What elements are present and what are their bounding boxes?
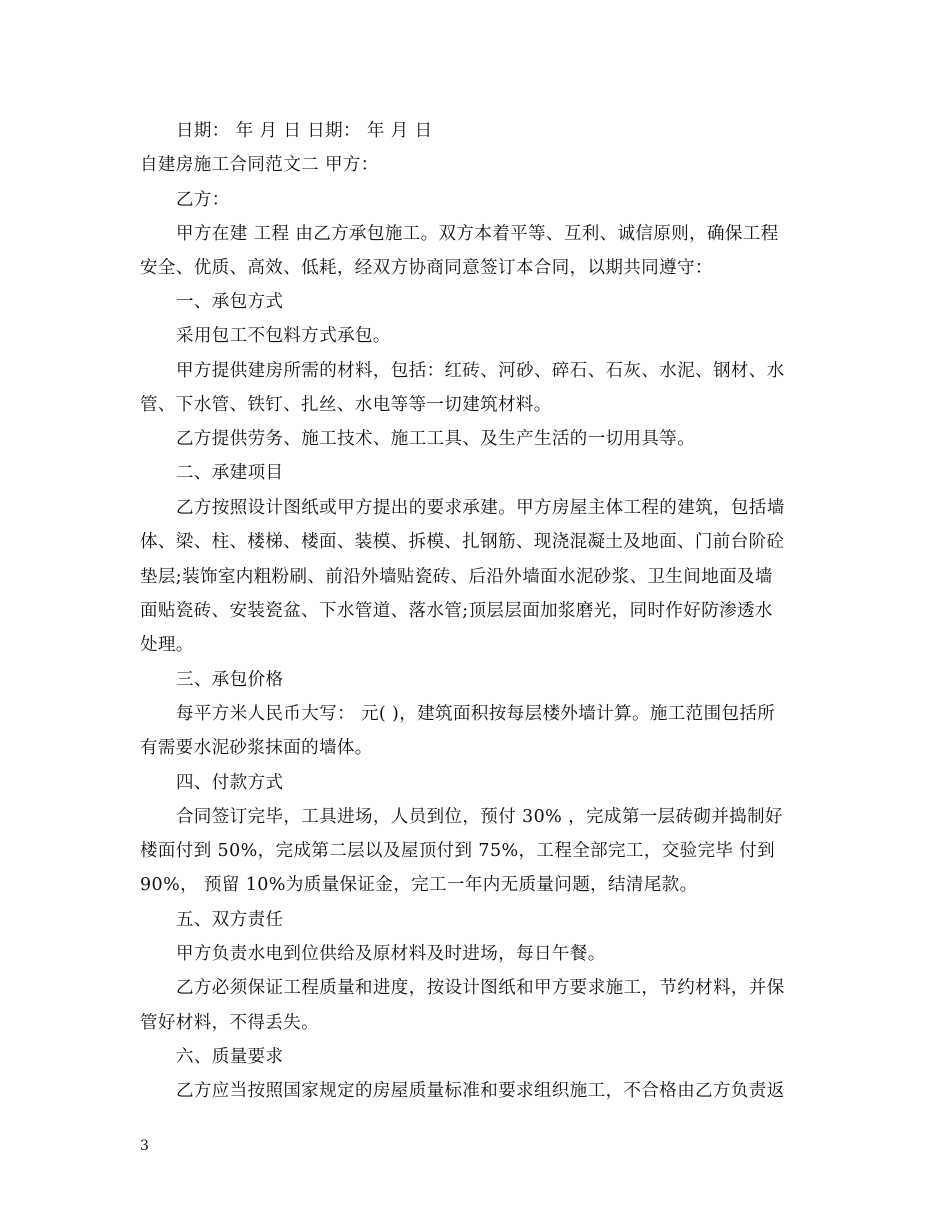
paragraph-line: 管、下水管、铁钉、扎丝、水电等等一切建筑材料。 <box>140 395 552 415</box>
paragraph-line: 体、梁、柱、楼梯、楼面、装模、拆模、扎钢筋、现浇混凝土及地面、门前台阶砼 <box>140 532 785 552</box>
paragraph-line: 乙方必须保证工程质量和进度，按设计图纸和甲方要求施工，节约材料，并保 <box>176 978 785 998</box>
page-number: 3 <box>140 1138 149 1154</box>
paragraph-line: 合同签订完毕，工具进场，人员到位，预付 30% ，完成第一层砖砌并捣制好 <box>176 807 783 827</box>
contract-title-line: 自建房施工合同范文二 甲方： <box>140 155 379 175</box>
paragraph-line: 有需要水泥砂浆抹面的墙体。 <box>140 738 373 758</box>
paragraph-line: 楼面付到 50%，完成第二层以及屋顶付到 75%，工程全部完工，交验完毕 付到 <box>140 841 776 861</box>
paragraph-line: 乙方提供劳务、施工技术、施工工具、及生产生活的一切用具等。 <box>176 429 696 449</box>
section-heading: 二、承建项目 <box>176 463 284 483</box>
party-b-line: 乙方： <box>176 190 230 210</box>
paragraph-line: 甲方负责水电到位供给及原材料及时进场，每日午餐。 <box>176 944 606 964</box>
paragraph-line: 管好材料，不得丢失。 <box>140 1013 319 1033</box>
section-heading: 三、承包价格 <box>176 670 284 690</box>
paragraph-line: 采用包工不包料方式承包。 <box>176 326 391 346</box>
section-heading: 五、双方责任 <box>176 910 284 930</box>
paragraph-line: 面贴瓷砖、安装瓷盆、下水管道、落水管;顶层层面加浆磨光，同时作好防渗透水 <box>140 601 773 621</box>
section-heading: 四、付款方式 <box>176 773 284 793</box>
date-line: 日期： 年 月 日 日期： 年 月 日 <box>176 121 433 141</box>
paragraph-line: 垫层;装饰室内粗粉刷、前沿外墙贴瓷砖、后沿外墙面水泥砂浆、卫生间地面及墙 <box>140 567 773 587</box>
paragraph-line: 处理。 <box>140 635 194 655</box>
paragraph-line: 90%， 预留 10%为质量保证金，完工一年内无质量问题，结清尾款。 <box>140 875 698 895</box>
paragraph-line: 甲方在建 工程 由乙方承包施工。双方本着平等、互利、诚信原则，确保工程 <box>176 224 779 244</box>
section-heading: 一、承包方式 <box>176 292 284 312</box>
paragraph-line: 乙方按照设计图纸或甲方提出的要求承建。甲方房屋主体工程的建筑，包括墙 <box>176 498 785 518</box>
section-heading: 六、质量要求 <box>176 1047 284 1067</box>
paragraph-line: 每平方米人民币大写： 元( )，建筑面积按每层楼外墙计算。施工范围包括所 <box>176 704 776 724</box>
paragraph-line: 乙方应当按照国家规定的房屋质量标准和要求组织施工，不合格由乙方负责返 <box>176 1081 785 1101</box>
paragraph-line: 甲方提供建房所需的材料，包括：红砖、河砂、碎石、石灰、水泥、钢材、水 <box>176 361 785 381</box>
paragraph-line: 安全、优质、高效、低耗，经双方协商同意签订本合同，以期共同遵守： <box>140 258 713 278</box>
